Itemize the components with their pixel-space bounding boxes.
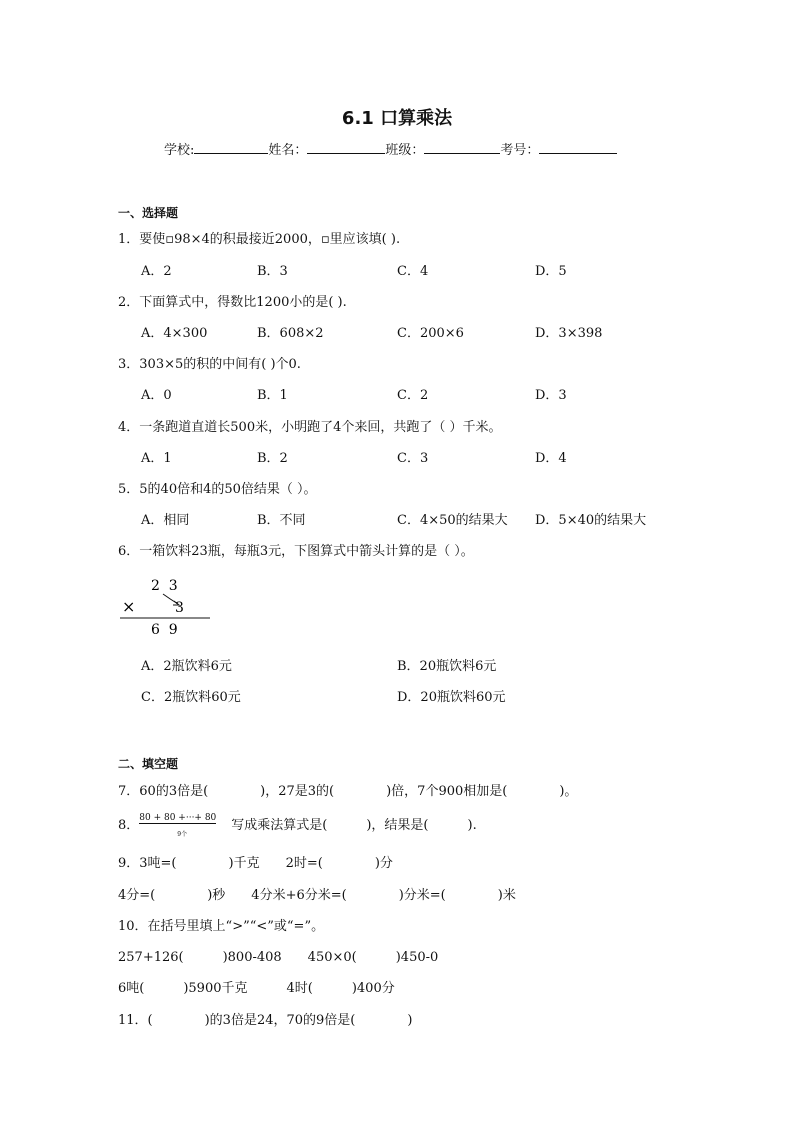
question-9-line2: 4分=( )秒 4分米+6分米=( )分米=( )米 [118, 888, 516, 903]
q8-number: 8． [118, 818, 140, 833]
q8-brace-label: 9个 [177, 830, 188, 838]
option[interactable]: B．不同 [257, 513, 306, 528]
option[interactable]: D．20瓶饮料60元 [397, 690, 506, 705]
option[interactable]: D．4 [535, 451, 567, 466]
q8-suffix: 写成乘法算式是( )，结果是( ). [231, 818, 477, 833]
name-label: 姓名： [268, 143, 308, 158]
question-11: 11．( )的3倍是24，70的9倍是( ) [118, 1013, 413, 1028]
option[interactable]: A．4×300 [141, 326, 208, 341]
option[interactable]: D．5 [535, 264, 567, 279]
figure-multiplicand: 2 3 [151, 578, 178, 594]
multiplication-figure [118, 572, 218, 640]
question-stem: 3．303×5的积的中间有( )个0. [118, 357, 301, 372]
times-sign: × [122, 597, 136, 616]
option[interactable]: B．20瓶饮料6元 [397, 659, 497, 674]
question-10-line1: 257+126( )800-408 450×0( )450-0 [118, 950, 439, 965]
page-title: 6.1 口算乘法 [341, 108, 453, 129]
option[interactable]: C．4×50的结果大 [397, 513, 508, 528]
question-9-line1: 9．3吨=( )千克 2时=( )分 [118, 856, 393, 871]
section-heading-choice: 一、选择题 [118, 206, 179, 220]
q8-numerator: 80 + 80 +···+ 80 [139, 812, 217, 823]
question-stem: 5．5的40倍和4的50倍结果（ ）。 [118, 482, 317, 497]
option[interactable]: B．2 [257, 451, 288, 466]
class-field[interactable] [424, 139, 500, 154]
class-label: 班级： [385, 143, 425, 158]
question-stem: 6．一箱饮料23瓶，每瓶3元，下图算式中箭头计算的是（ ）。 [118, 544, 474, 559]
student-info-row [164, 139, 617, 158]
option[interactable]: C．2 [397, 388, 429, 403]
option[interactable]: D．3 [535, 388, 567, 403]
question-stem: 4．一条跑道直道长500米，小明跑了4个来回，共跑了（ ）千米。 [118, 420, 502, 435]
option[interactable]: A．1 [141, 451, 172, 466]
exam-no-field[interactable] [539, 139, 617, 154]
option[interactable]: C．3 [397, 451, 429, 466]
option[interactable]: C．4 [397, 264, 429, 279]
school-label: 学校: [164, 143, 195, 158]
question-8 [118, 812, 477, 838]
q8-sum-expression [139, 812, 231, 838]
question-stem: 1．要使▫98×4的积最接近2000，▫里应该填( ). [118, 232, 401, 247]
school-field[interactable] [194, 139, 268, 154]
option[interactable]: A．2 [141, 264, 172, 279]
question-stem: 2．下面算式中，得数比1200小的是( ). [118, 295, 347, 310]
option[interactable]: A．0 [141, 388, 172, 403]
option[interactable]: C．200×6 [397, 326, 464, 341]
option[interactable]: B．608×2 [257, 326, 324, 341]
question-10-stem: 10．在括号里填上“>”“<”或“=”。 [118, 919, 325, 934]
option[interactable]: A．2瓶饮料6元 [141, 659, 232, 674]
option[interactable]: C．2瓶饮料60元 [141, 690, 241, 705]
question-7: 7．60的3倍是( )，27是3的( )倍，7个900相加是( )。 [118, 784, 578, 799]
option[interactable]: D．5×40的结果大 [535, 513, 647, 528]
name-field[interactable] [307, 139, 385, 154]
section-heading-fill: 二、填空题 [118, 757, 179, 771]
option[interactable]: D．3×398 [535, 326, 603, 341]
figure-result: 6 9 [151, 622, 178, 638]
option[interactable]: B．1 [257, 388, 288, 403]
question-10-line2: 6吨( )5900千克 4时( )400分 [118, 981, 395, 996]
exam-no-label: 考号： [500, 143, 540, 158]
figure-multiplier: 3 [175, 600, 184, 616]
option[interactable]: A．相同 [141, 513, 190, 528]
option[interactable]: B．3 [257, 264, 288, 279]
